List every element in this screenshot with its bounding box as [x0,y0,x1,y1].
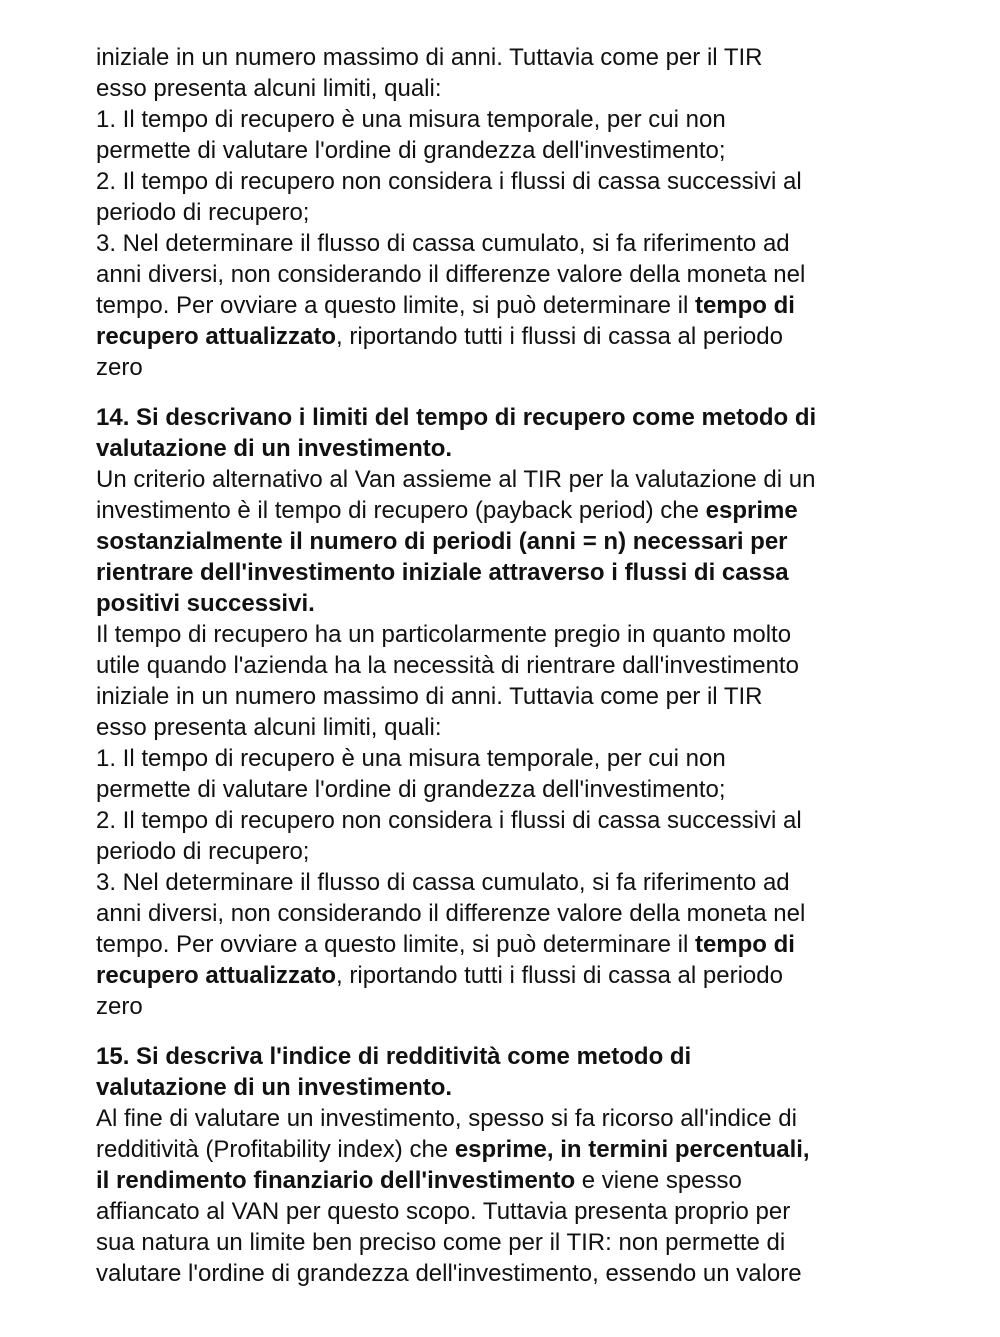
text-run: , riportando tutti i flussi di cassa al periodo [336,323,783,350]
text-line: valutare l'ordine di grandezza dell'investimento, essendo un valore [96,1260,802,1287]
heading-text: 14. Si descrivano i limiti del tempo di recupero come metodo di [96,404,817,431]
text-run: tempo. Per ovviare a questo limite, si può determinare il [96,292,695,319]
text-line: periodo di recupero; [96,838,310,865]
list-item: 1. Il tempo di recupero è una misura temporale, per cui non [96,745,726,772]
text-line [96,588,916,619]
bold-text: recupero attualizzato [96,323,337,350]
text-line: Un criterio alternativo al Van assieme al TIR per la valutazione di un [96,466,816,493]
heading-text: 15. Si descriva l'indice di redditività come metodo di [96,1043,692,1070]
text-run: tempo. Per ovviare a questo limite, si può determinare il [96,931,695,958]
bold-text: rientrare dell'investimento iniziale attraverso i flussi di cassa [96,559,789,586]
text-line: utile quando l'azienda ha la necessità di rientrare dall'investimento [96,652,799,679]
bold-text: esprime [705,497,798,524]
text-line: zero [96,993,143,1020]
list-item: 3. Nel determinare il flusso di cassa cumulato, si fa riferimento ad [96,869,790,896]
text-line: Al fine di valutare un investimento, spesso si fa ricorso all'indice di [96,1105,797,1132]
bold-text: positivi successivi. [96,590,315,617]
text-line: anni diversi, non considerando il differenze valore della moneta nel [96,900,806,927]
text-run: , riportando tutti i flussi di cassa al periodo [336,962,783,989]
bold-text: tempo di [694,931,795,958]
question-heading [96,1041,916,1072]
text-line [96,290,916,321]
text-line [96,526,916,557]
text-run: e viene spesso [575,1167,742,1194]
bold-text: tempo di [694,292,795,319]
text-line [96,960,916,991]
question-14 [96,402,916,1022]
text-line: iniziale in un numero massimo di anni. Tuttavia come per il TIR [96,44,763,71]
bold-text: sostanzialmente il numero di periodi (anni = n) necessari per [96,528,788,555]
question-heading [96,433,916,464]
question-heading [96,402,916,433]
text-line: esso presenta alcuni limiti, quali: [96,75,442,102]
text-line: iniziale in un numero massimo di anni. Tuttavia come per il TIR [96,683,763,710]
list-item: 1. Il tempo di recupero è una misura temporale, per cui non [96,106,726,133]
list-item: 2. Il tempo di recupero non considera i flussi di cassa successivi al [96,807,802,834]
text-line: permette di valutare l'ordine di grandezza dell'investimento; [96,137,726,164]
text-line: esso presenta alcuni limiti, quali: [96,714,442,741]
list-item: 3. Nel determinare il flusso di cassa cumulato, si fa riferimento ad [96,230,790,257]
question-heading [96,1072,916,1103]
text-run: investimento è il tempo di recupero (payback period) che [96,497,706,524]
text-line [96,321,916,352]
text-line [96,557,916,588]
text-line: periodo di recupero; [96,199,310,226]
text-line: affiancato al VAN per questo scopo. Tuttavia presenta proprio per [96,1198,791,1225]
question-15 [96,1041,916,1289]
text-run: redditività (Profitability index) che [96,1136,455,1163]
section-gap [96,1022,916,1041]
text-line [96,1165,916,1196]
text-line: sua natura un limite ben preciso come per il TIR: non permette di [96,1229,786,1256]
continued-section [96,42,916,383]
bold-text: recupero attualizzato [96,962,337,989]
text-line: permette di valutare l'ordine di grandezza dell'investimento; [96,776,726,803]
bold-text: il rendimento finanziario dell'investimento [96,1167,576,1194]
heading-text: valutazione di un investimento. [96,435,453,462]
document-page [96,42,916,1289]
list-item: 2. Il tempo di recupero non considera i flussi di cassa successivi al [96,168,802,195]
heading-text: valutazione di un investimento. [96,1074,453,1101]
text-line [96,495,916,526]
text-line: Il tempo di recupero ha un particolarmente pregio in quanto molto [96,621,792,648]
text-line [96,1134,916,1165]
text-line [96,929,916,960]
text-line: zero [96,354,143,381]
section-gap [96,383,916,402]
text-line: anni diversi, non considerando il differenze valore della moneta nel [96,261,806,288]
bold-text: esprime, in termini percentuali, [454,1136,810,1163]
